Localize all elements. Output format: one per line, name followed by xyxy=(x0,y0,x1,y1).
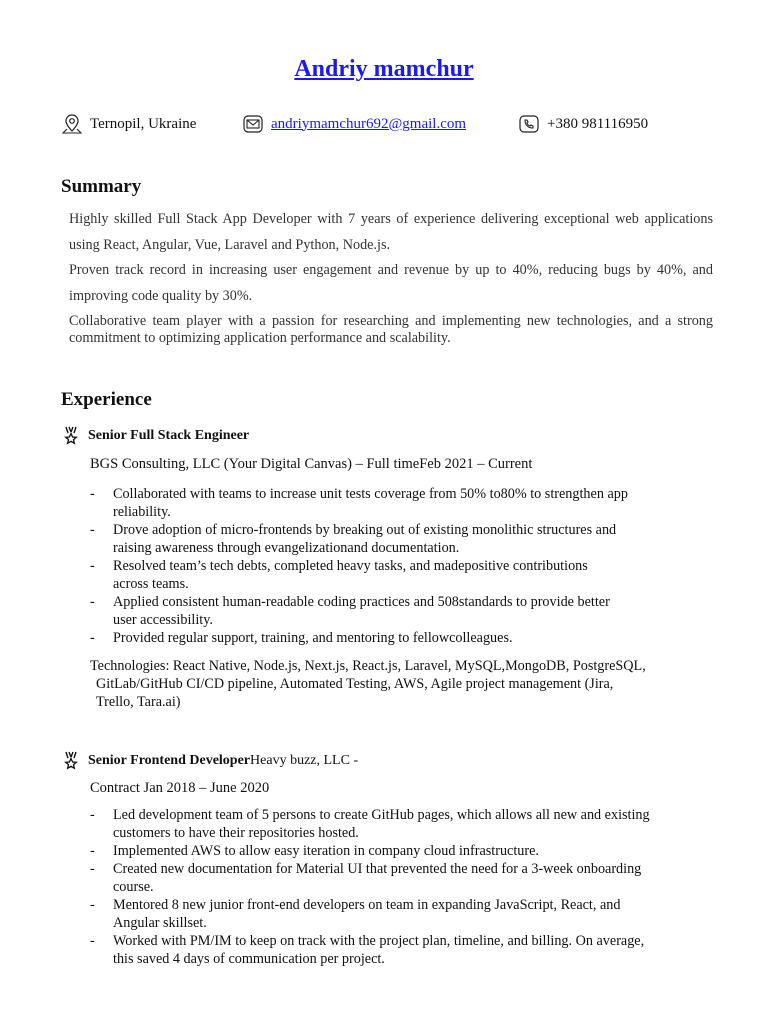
map-pin-icon xyxy=(61,113,83,135)
list-item xyxy=(90,860,710,896)
bullet-line: user accessibility. xyxy=(113,612,213,628)
list-item xyxy=(90,806,710,842)
summary-section xyxy=(69,207,713,347)
summary-heading: Summary xyxy=(61,176,142,197)
bullet-line: Resolved team’s tech debts, completed heavy tasks, and madepositive contributions xyxy=(113,558,588,574)
bullet-line: Angular skillset. xyxy=(113,915,207,931)
bullet-line: Applied consistent human-readable coding practices and 508standards to provide better xyxy=(113,594,610,610)
summary-paragraph: Proven track record in increasing user engagement and revenue by up to 40%, reducing bugs by 40%, and improving code quality by 30%. xyxy=(69,262,713,304)
technologies-line: Trello, Tara.ai) xyxy=(96,694,181,710)
bullet-line: Worked with PM/IM to keep on track with the project plan, timeline, and billing. On average, xyxy=(113,933,645,949)
bullet-line: across teams. xyxy=(113,576,189,592)
bullet-line: Implemented AWS to allow easy iteration in company cloud infrastructure. xyxy=(113,843,539,859)
bullet-line: course. xyxy=(113,879,154,895)
job-bullets xyxy=(90,806,710,968)
bullet-line: Provided regular support, training, and mentoring to fellowcolleagues. xyxy=(113,630,513,646)
envelope-icon xyxy=(242,113,264,135)
bullet-line: Collaborated with teams to increase unit tests coverage from 50% to80% to strengthen app xyxy=(113,486,628,502)
bullet-line: Drove adoption of micro-frontends by breaking out of existing monolithic structures and xyxy=(113,522,617,538)
company-line: BGS Consulting, LLC (Your Digital Canvas) – Full timeFeb 2021 – Current xyxy=(90,456,533,472)
phone-text: +380 981116950 xyxy=(547,115,649,132)
bullet-line: Created new documentation for Material UI that prevented the need for a 3-week onboarding xyxy=(113,861,642,877)
contact-phone xyxy=(518,112,648,136)
list-item xyxy=(90,485,710,521)
list-item xyxy=(90,629,710,647)
job-title-text: Senior Full Stack Engineer xyxy=(88,428,250,443)
job-title xyxy=(62,426,249,446)
bullet-line: customers to have their repositories hosted. xyxy=(113,825,359,841)
bullet-line: this saved 4 days of communication per project. xyxy=(113,951,385,967)
bullet-line: reliability. xyxy=(113,504,171,520)
technologies-line: GitLab/GitHub CI/CD pipeline, Automated Testing, AWS, Agile project management (Jira, xyxy=(96,676,614,692)
bullet-line: raising awareness through evangelizationand documentation. xyxy=(113,540,460,556)
list-item xyxy=(90,932,710,968)
summary-paragraph: Highly skilled Full Stack App Developer with 7 years of experience delivering exceptional web applications using React, Angular, Vue, Laravel and Python, Node.js. xyxy=(69,211,713,253)
job-title xyxy=(62,751,358,771)
job-title-text: Senior Frontend Developer xyxy=(88,753,251,768)
contact-email[interactable] xyxy=(242,112,466,136)
list-item xyxy=(90,896,710,932)
contact-location xyxy=(61,112,196,136)
candidate-name: Andriy mamchur xyxy=(294,56,474,82)
technologies xyxy=(90,657,710,711)
location-text: Ternopil, Ukraine xyxy=(90,115,197,132)
list-item xyxy=(90,557,710,593)
list-item xyxy=(90,593,710,629)
email-link[interactable]: andriymamchur692@gmail.com xyxy=(271,115,467,132)
medal-icon xyxy=(62,751,80,771)
experience-heading: Experience xyxy=(61,389,152,410)
bullet-line: Mentored 8 new junior front-end developers on team in expanding JavaScript, React, and xyxy=(113,897,621,913)
list-item xyxy=(90,842,710,860)
company-line: Contract Jan 2018 – June 2020 xyxy=(90,780,270,796)
summary-paragraph: Collaborative team player with a passion for researching and implementing new technologies, and a strong commitment to optimizing application performance and scalability. xyxy=(69,313,713,346)
technologies-line: Technologies: React Native, Node.js, Next.js, React.js, Laravel, MySQL,MongoDB, PostgreSQL, xyxy=(90,658,646,674)
job-title-suffix: Heavy buzz, LLC - xyxy=(250,753,359,768)
medal-icon xyxy=(62,426,80,446)
bullet-line: Led development team of 5 persons to create GitHub pages, which allows all new and existing xyxy=(113,807,650,823)
list-item xyxy=(90,521,710,557)
phone-icon xyxy=(518,113,540,135)
job-bullets xyxy=(90,485,710,647)
